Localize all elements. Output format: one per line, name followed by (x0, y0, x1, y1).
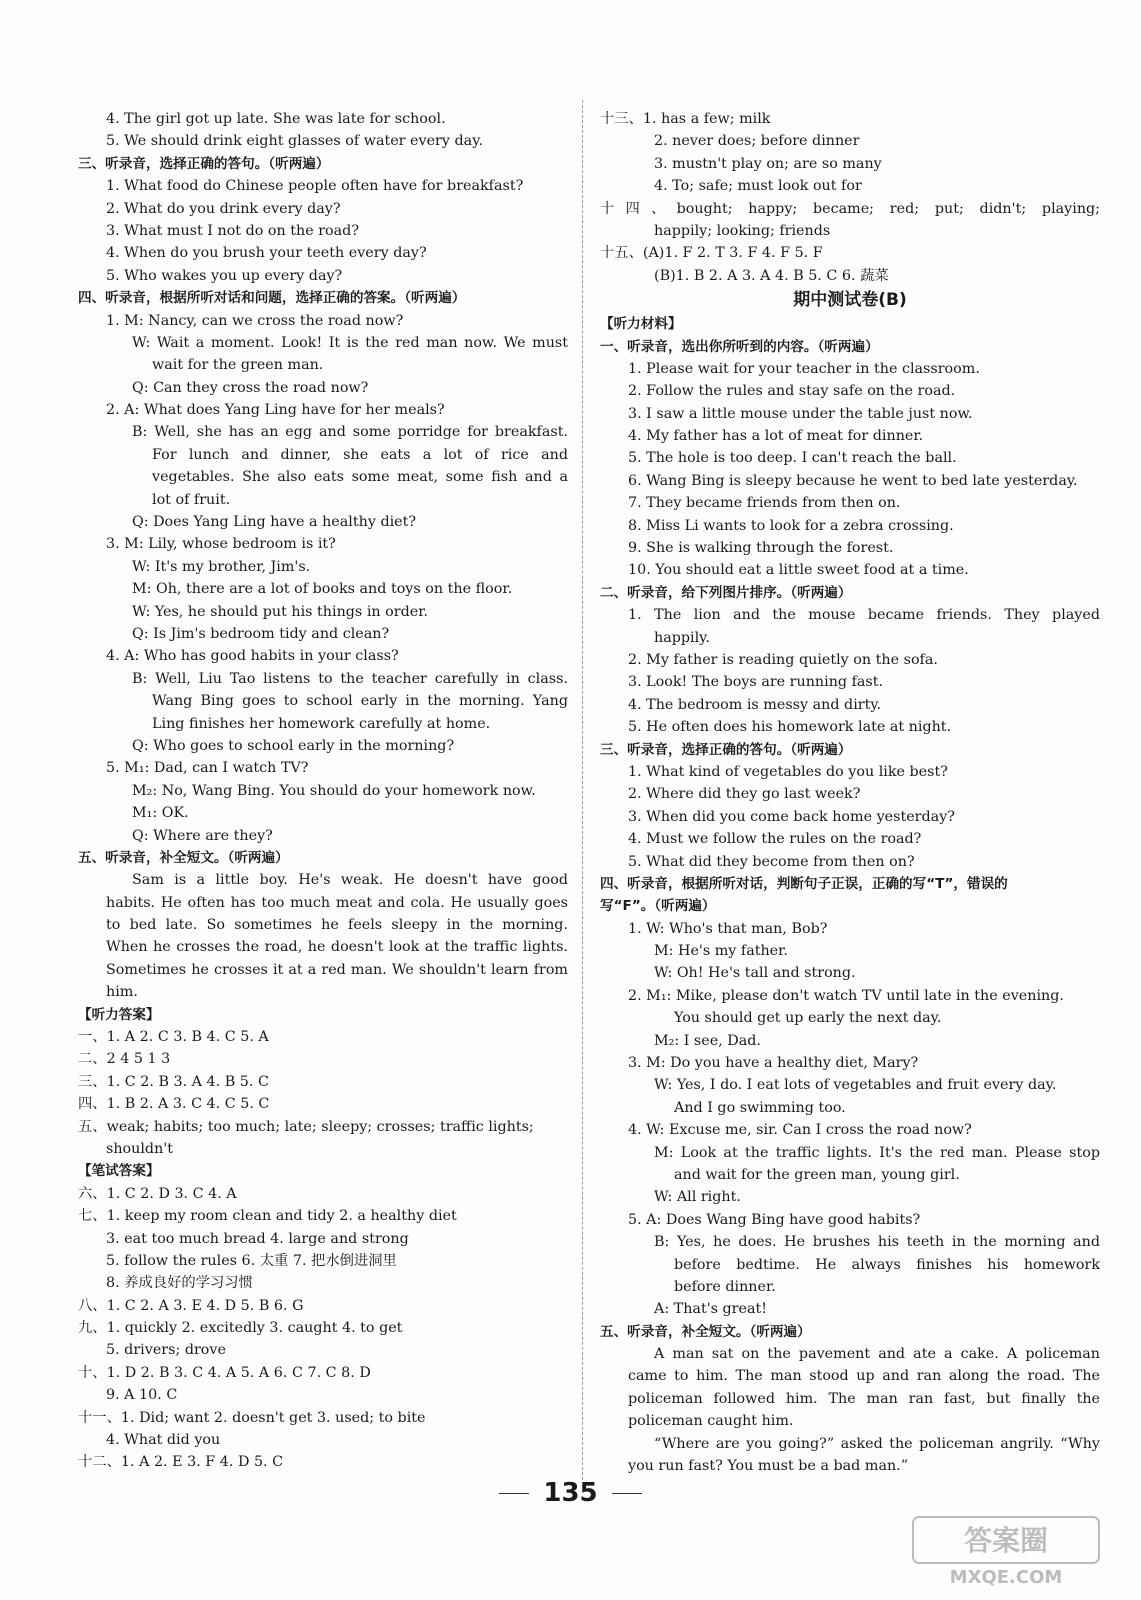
text-line: You should get up early the next day. (674, 1010, 942, 1027)
text-line: 2. What do you drink every day? (106, 200, 341, 217)
text-line: came to him. The man stood up and ran along the road. The (628, 1368, 1100, 1385)
text-line: 4. To; safe; must look out for (654, 178, 862, 195)
section-heading: 【笔试答案】 (78, 1163, 160, 1180)
text-line: Sam is a little boy. He's weak. He doesn't have good (132, 872, 568, 889)
text-line: 4. When do you brush your teeth every day? (106, 245, 427, 262)
text-line: 6. Wang Bing is sleepy because he went to bed late yesterday. (628, 472, 1078, 489)
text-line: 8. 养成良好的学习习惯 (106, 1275, 253, 1292)
text-line: W: Wait a moment. Look! It is the red man now. We must (132, 334, 568, 351)
text-line: W: Yes, I do. I eat lots of vegetables and fruit every day. (654, 1077, 1057, 1094)
text-line: 三、1. C 2. B 3. A 4. B 5. C (78, 1073, 269, 1090)
left-column (78, 108, 568, 1474)
right-column (600, 108, 1100, 1477)
text-line: shouldn't (106, 1140, 173, 1157)
section-heading: 四、听录音，根据所听对话和问题，选择正确的答案。（听两遍） (78, 290, 466, 307)
text-line: policeman caught him. (628, 1413, 794, 1430)
section-heading: 【听力答案】 (78, 1006, 160, 1023)
section-heading: 一、听录音，选出你所听到的内容。（听两遍） (600, 338, 879, 355)
text-line: 四、1. B 2. A 3. C 4. C 5. C (78, 1096, 270, 1113)
text-line: 5. M₁: Dad, can I watch TV? (106, 760, 309, 777)
text-line: 八、1. C 2. A 3. E 4. D 5. B 6. G (78, 1297, 304, 1314)
text-line: Q: Can they cross the road now? (132, 379, 369, 396)
text-line: 7. They became friends from then on. (628, 495, 901, 512)
text-line: 一、1. A 2. C 3. B 4. C 5. A (78, 1029, 269, 1046)
text-line: 4. My father has a lot of meat for dinner. (628, 428, 924, 445)
text-line: 9. She is walking through the forest. (628, 540, 894, 557)
text-line: Q: Does Yang Ling have a healthy diet? (132, 514, 417, 531)
text-line: 4. W: Excuse me, sir. Can I cross the road now? (628, 1122, 972, 1139)
text-line: Q: Where are they? (132, 827, 273, 844)
text-line: 2. M₁: Mike, please don't watch TV until late in the evening. (628, 987, 1064, 1004)
text-line: M: Oh, there are a lot of books and toys on the floor. (132, 581, 513, 598)
text-line: A: That's great! (654, 1301, 767, 1318)
text-line: 3. Look! The boys are running fast. (628, 674, 884, 691)
section-heading: 二、听录音，给下列图片排序。（听两遍） (600, 584, 852, 601)
text-line: W: Yes, he should put his things in order. (132, 603, 429, 620)
text-line: and wait for the green man, young girl. (674, 1166, 960, 1183)
text-line: B: Yes, he does. He brushes his teeth in the morning and (654, 1234, 1100, 1251)
text-line: you run fast? You must be a bad man.” (628, 1458, 909, 1475)
dash-right (612, 1493, 642, 1494)
text-line: Q: Who goes to school early in the morning? (132, 737, 455, 754)
text-line: 十、1. D 2. B 3. C 4. A 5. A 6. C 7. C 8. D (78, 1364, 371, 1381)
text-line: policeman followed him. The man ran fast, but finally the (628, 1390, 1100, 1407)
section-heading: 写“F”。（听两遍） (600, 898, 716, 915)
text-line: 1. M: Nancy, can we cross the road now? (106, 312, 404, 329)
text-line: A man sat on the pavement and ate a cake. A policeman (654, 1346, 1100, 1363)
page-number: 135 (543, 1478, 598, 1508)
text-line: 1. What kind of vegetables do you like best? (628, 763, 948, 780)
text-line: happily. (654, 629, 710, 646)
text-line: happily; looking; friends (654, 222, 831, 239)
text-line: 3. M: Do you have a healthy diet, Mary? (628, 1055, 919, 1072)
watermark-line2: MXQE.COM (949, 1567, 1063, 1587)
text-line: 5. Who wakes you up every day? (106, 267, 343, 284)
text-line: 5. We should drink eight glasses of water every day. (106, 133, 483, 150)
text-line: 4. The girl got up late. She was late for school. (106, 111, 446, 127)
text-line: 4. Must we follow the rules on the road? (628, 831, 922, 848)
text-line: 五、weak; habits; too much; late; sleepy; crosses; traffic lights; (78, 1118, 534, 1135)
section-heading: 三、听录音，选择正确的答句。（听两遍） (78, 155, 330, 172)
text-line: 2. never does; before dinner (654, 133, 860, 150)
text-line: 二、2 4 5 1 3 (78, 1051, 171, 1068)
text-line: 5. A: Does Wang Bing have good habits? (628, 1211, 921, 1228)
text-line: “Where are you going?” asked the policeman angrily. “Why (654, 1435, 1100, 1452)
section-heading: 五、听录音，补全短文。（听两遍） (78, 849, 289, 866)
text-line: 2. Where did they go last week? (628, 786, 861, 803)
text-line: W: Oh! He's tall and strong. (654, 965, 856, 982)
text-line: before dinner. (674, 1278, 776, 1295)
watermark-logo (911, 1515, 1101, 1587)
text-line: before bedtime. He always finishes his homework (674, 1256, 1100, 1273)
text-line: M₁: OK. (132, 805, 189, 822)
text-line: 1. The lion and the mouse became friends. They played (628, 607, 1100, 624)
text-line: W: All right. (654, 1189, 741, 1206)
section-heading: 五、听录音，补全短文。（听两遍） (600, 1323, 811, 1340)
text-line: 3. What must I not do on the road? (106, 222, 359, 239)
text-line: 3. eat too much bread 4. large and strong (106, 1230, 409, 1247)
text-line: 5. follow the rules 6. 太重 7. 把水倒进洞里 (106, 1252, 397, 1269)
section-heading: 三、听录音，选择正确的答句。（听两遍） (600, 741, 852, 758)
text-line: 10. You should eat a little sweet food at a time. (628, 562, 969, 579)
text-line: 4. The bedroom is messy and dirty. (628, 696, 882, 713)
text-line: 5. What did they become from then on? (628, 853, 915, 870)
section-heading: 【听力材料】 (600, 316, 682, 333)
text-line: 1. What food do Chinese people often have for breakfast? (106, 178, 524, 195)
text-line: Q: Is Jim's bedroom tidy and clean? (132, 625, 390, 642)
text-line: wait for the green man. (152, 357, 324, 374)
text-line: to bed late. So sometimes he feels sleepy in the morning. (106, 917, 568, 934)
text-line: 十五、(A)1. F 2. T 3. F 4. F 5. F (600, 245, 823, 262)
watermark-line1: 答案圈 (963, 1524, 1049, 1557)
text-line: 5. He often does his homework late at night. (628, 719, 952, 736)
text-line: 十二、1. A 2. E 3. F 4. D 5. C (78, 1454, 284, 1471)
text-line: 5. drivers; drove (106, 1342, 226, 1359)
text-line: 2. My father is reading quietly on the sofa. (628, 651, 938, 668)
text-line: M: Look at the traffic lights. It's the red man. Please stop (654, 1144, 1100, 1161)
text-line: When he crosses the road, he doesn't look at the traffic lights. (106, 939, 568, 956)
text-line: him. (106, 984, 138, 1001)
text-line: 六、1. C 2. D 3. C 4. A (78, 1185, 237, 1202)
text-line: 十四、bought; happy; became; red; put; didn't; playing; (600, 200, 1100, 217)
column-divider (582, 100, 583, 1480)
section-heading: 四、听录音，根据所听对话，判断句子正误，正确的写“T”，错误的 (600, 875, 1008, 892)
text-line: M₂: I see, Dad. (654, 1032, 761, 1049)
text-line: 9. A 10. C (106, 1387, 178, 1404)
text-line: W: It's my brother, Jim's. (132, 558, 311, 575)
page-number-bar (0, 1478, 1141, 1508)
text-line: Wang Bing goes to school early in the morning. Yang (152, 693, 568, 710)
text-line: For lunch and dinner, she eats a lot of rice and (152, 446, 568, 463)
text-line: 七、1. keep my room clean and tidy 2. a healthy diet (78, 1208, 457, 1225)
text-line: habits. He often has too much meat and cola. He usually goes (106, 894, 568, 911)
text-line: 2. Follow the rules and stay safe on the road. (628, 383, 956, 400)
text-line: M: He's my father. (654, 943, 788, 960)
text-line: 4. What did you (106, 1432, 221, 1449)
text-line: 3. When did you come back home yesterday? (628, 808, 955, 825)
dash-left (499, 1493, 529, 1494)
text-line: 九、1. quickly 2. excitedly 3. caught 4. to get (78, 1320, 403, 1337)
text-line: vegetables. She also eats some meat, some fish and a (152, 469, 568, 486)
text-line: 十一、1. Did; want 2. doesn't get 3. used; to bite (78, 1409, 426, 1426)
text-line: (B)1. B 2. A 3. A 4. B 5. C 6. 蔬菜 (654, 267, 889, 284)
text-line: 3. M: Lily, whose bedroom is it? (106, 536, 336, 553)
text-line: 3. I saw a little mouse under the table just now. (628, 405, 973, 422)
text-line: 8. Miss Li wants to look for a zebra crossing. (628, 517, 954, 534)
text-line: 1. W: Who's that man, Bob? (628, 920, 828, 937)
text-line: B: Well, Liu Tao listens to the teacher carefully in class. (132, 670, 568, 687)
text-line: B: Well, she has an egg and some porridge for breakfast. (132, 424, 568, 441)
section-heading: 期中测试卷(B) (793, 290, 907, 311)
text-line: 十三、1. has a few; milk (600, 111, 771, 127)
text-line: Sometimes he crosses it at a red man. We shouldn't learn from (106, 961, 568, 978)
text-line: 5. The hole is too deep. I can't reach the ball. (628, 450, 957, 467)
text-line: lot of fruit. (152, 491, 231, 508)
text-line: Ling finishes her homework carefully at home. (152, 715, 491, 732)
text-line: M₂: No, Wang Bing. You should do your homework now. (132, 782, 536, 799)
text-line: 2. A: What does Yang Ling have for her meals? (106, 402, 445, 419)
text-line: 3. mustn't play on; are so many (654, 155, 882, 172)
text-line: 4. A: Who has good habits in your class? (106, 648, 399, 665)
text-line: 1. Please wait for your teacher in the classroom. (628, 360, 980, 377)
text-line: And I go swimming too. (674, 1099, 846, 1116)
